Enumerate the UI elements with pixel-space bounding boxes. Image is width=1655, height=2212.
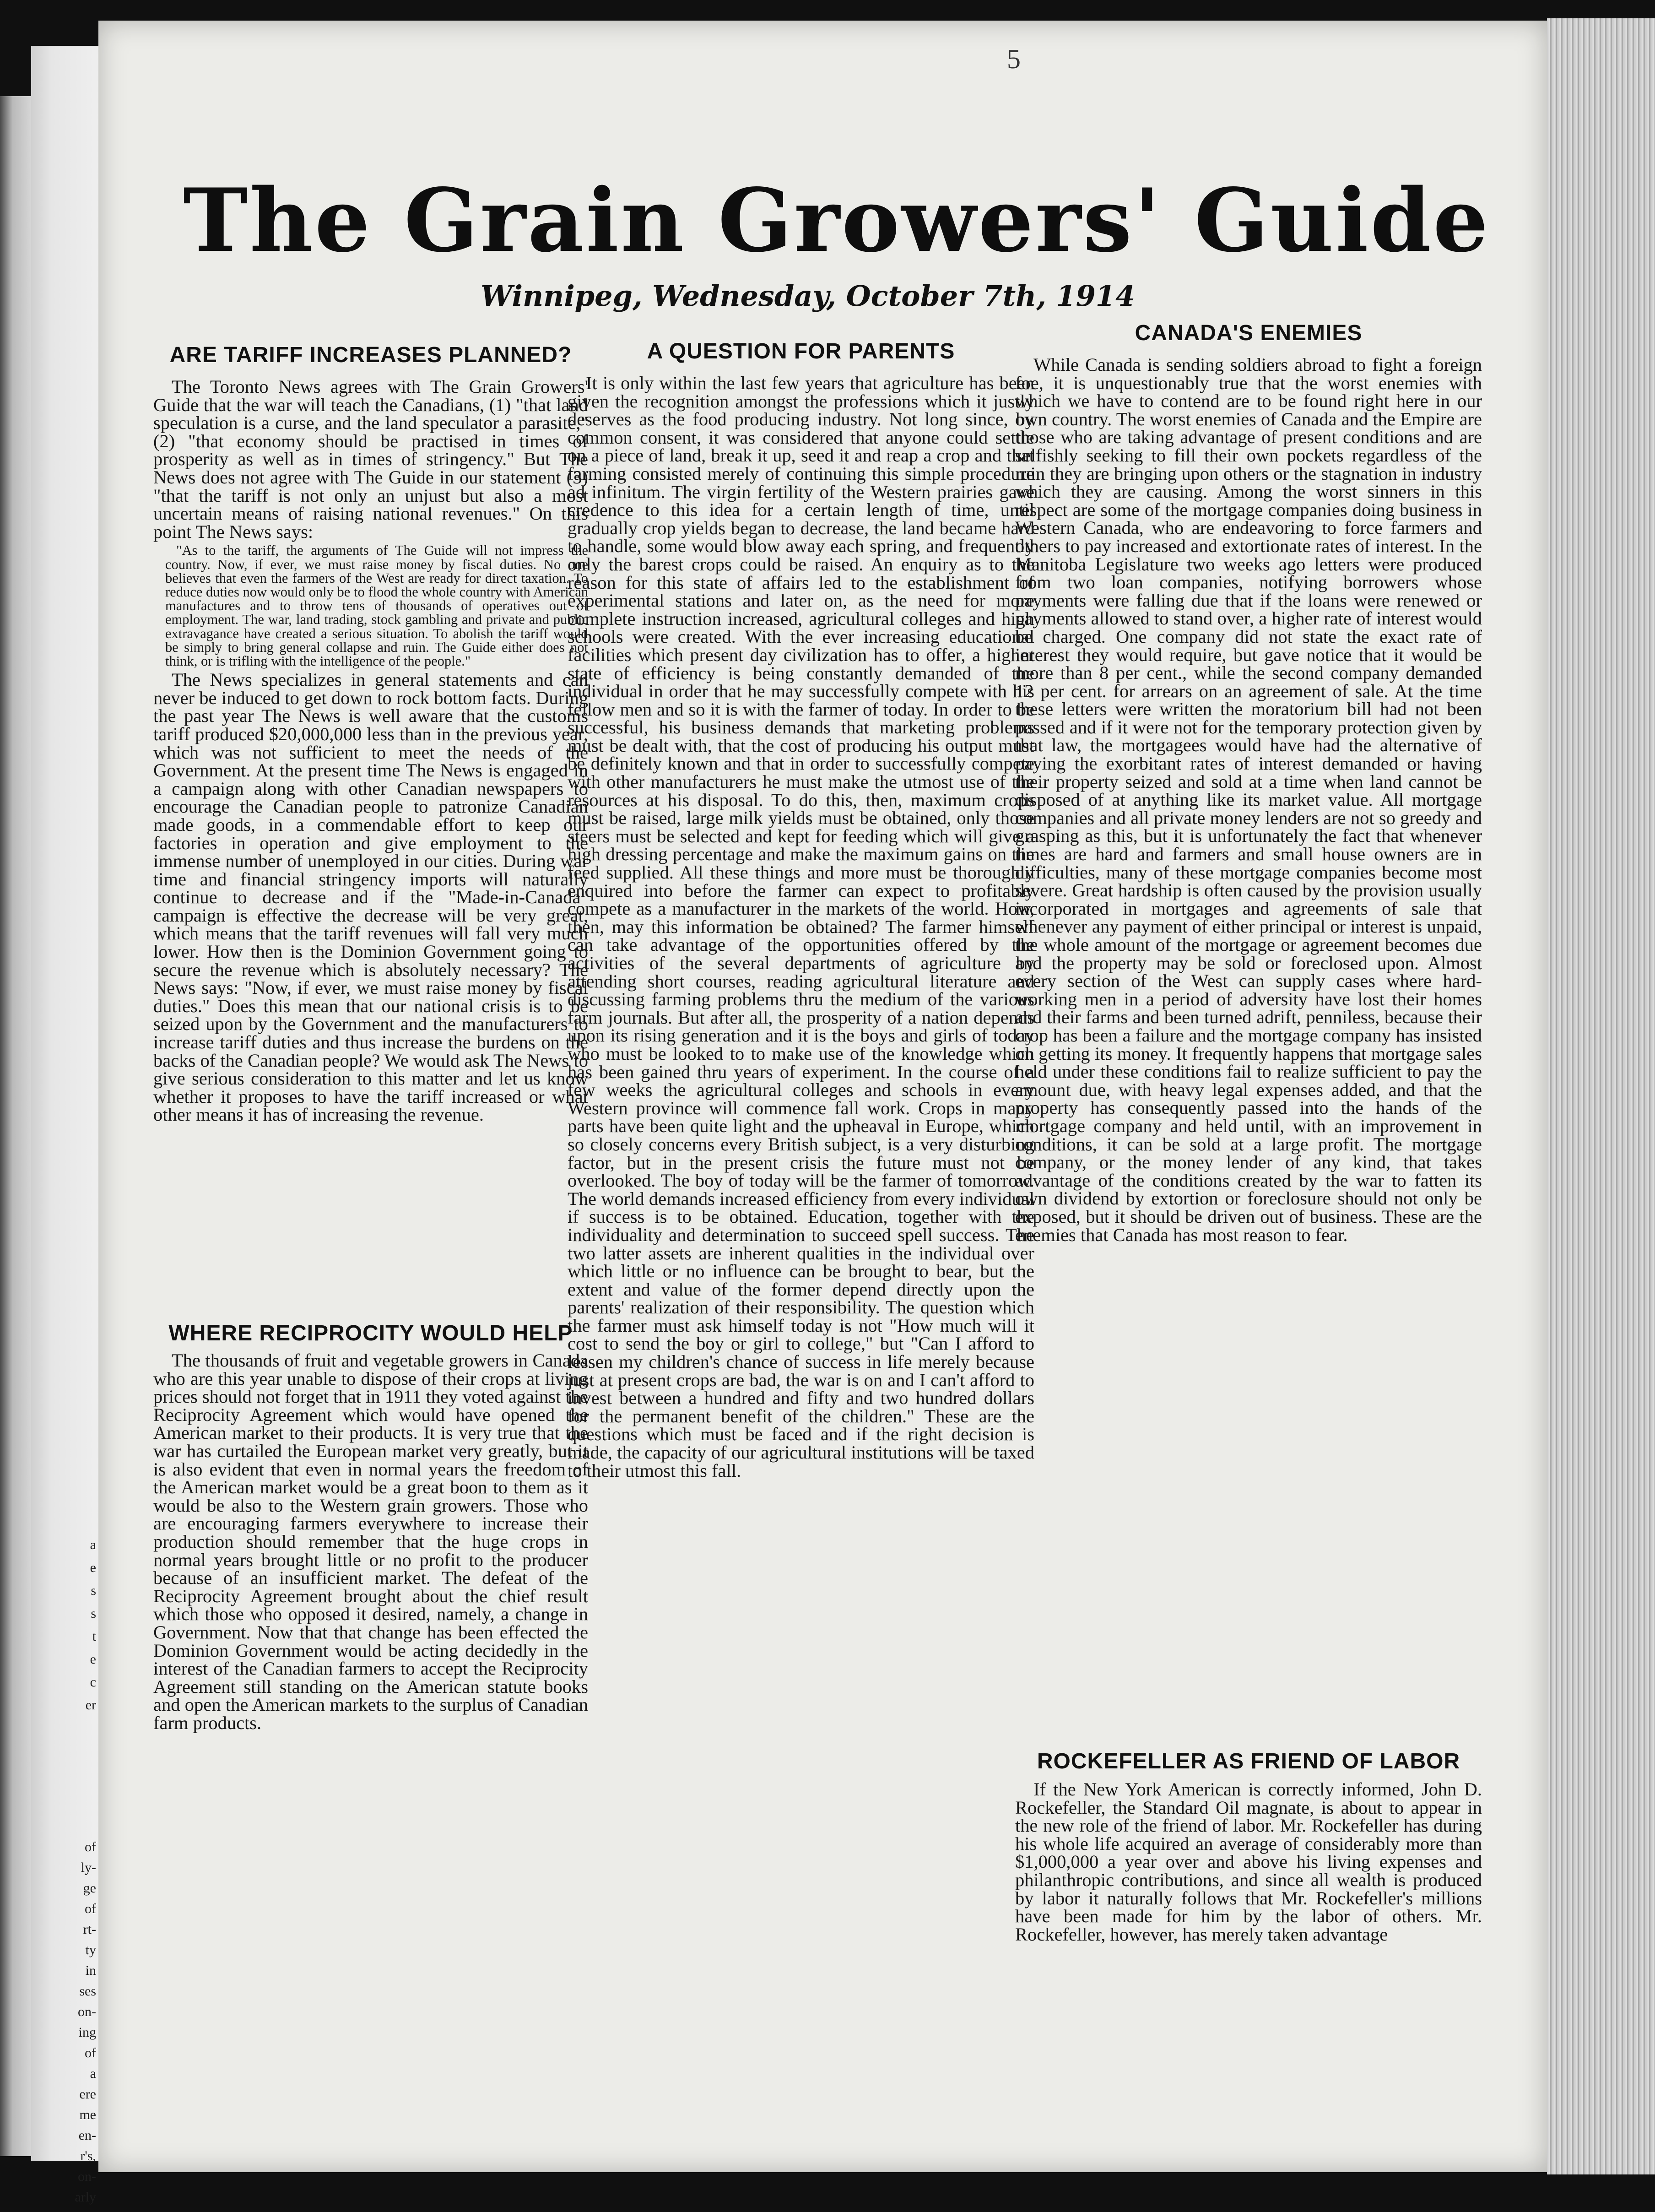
- prev-page-fragment: en-: [78, 2128, 96, 2143]
- article-heading: A QUESTION FOR PARENTS: [647, 339, 955, 363]
- prev-page-fragment: of: [85, 2045, 96, 2060]
- article-reciprocity: [153, 1321, 588, 2094]
- prev-page-fragment: ge: [83, 1881, 96, 1896]
- page-mark: 5: [1007, 44, 1021, 74]
- prev-page-fragment: of: [85, 1839, 96, 1854]
- article-enemies: [1015, 320, 1482, 1730]
- article-paragraph: The thousands of fruit and vegetable growers in Canada who are this year unable to dispose of their crops at living prices should not forget that in 1911 they voted against the Reciprocity Agreement which would have opened the American market to their products. It is very true that the war has curtailed the European market very greatly, but it is also evident that even in normal years the freedom of the American market would be a great boon to them as it would be also to the Western grain growers. Those who are encouraging farmers everywhere to increase their production should remember that the huge crops in normal years brought little or no profit to the producer because of an insufficient market. The defeat of the Reciprocity Agreement brought about the chief result which those who opposed it desired, namely, a change in Government. Now that that change has been effected the Dominion Government would be acting decidedly in the interest of the Canadian farmers to accept the Reciprocity Agreement still standing on the American statute books and open the American markets to the surplus of Canadian farm products.: [153, 1350, 588, 1733]
- article-heading: WHERE RECIPROCITY WOULD HELP: [168, 1321, 573, 1345]
- article-heading: ARE TARIFF INCREASES PLANNED?: [169, 343, 572, 367]
- article-heading: ROCKEFELLER AS FRIEND OF LABOR: [1037, 1749, 1460, 1773]
- article-paragraph: If the New York American is correctly informed, John D. Rockefeller, the Standard Oil magnate, is about to appear in the new role of the friend of labor. Mr. Rockefeller has during his whole life acquired an average of considerably more than $1,000,000 a year over and above his living expenses and philanthropic contributions, and since all wealth is produced by labor it naturally follows that Mr. Rockefeller's millions have been made for him by the labor of others. Mr. Rockefeller, however, has merely taken advantage: [1015, 1779, 1482, 1945]
- prev-page-fragment: c: [90, 1675, 96, 1690]
- article-parents: [568, 339, 1034, 2069]
- prev-page-fragment: a: [90, 1537, 96, 1552]
- prev-page-fragment: r's,: [80, 2148, 96, 2163]
- article-tariff: [153, 342, 588, 1317]
- prev-page-fragment: arly: [75, 2190, 96, 2205]
- page-stack-edge: [1547, 18, 1655, 2174]
- article-paragraph: The News specializes in general statements and can never be induced to get down to rock bottom facts. During the past year The News is well aware that the customs tariff produced $20,000,000 less than in the previous year, which was not sufficient to meet the needs of the Government. At the present time The News is engaged in a campaign along with other Canadian newspapers to encourage the Canadian people to patronize Canadian made goods, in a commendable effort to keep our factories in operation and give employment to the immense number of unemployed in our cities. During war time and financial stringency imports will naturally continue to decrease and if the "Made-in-Canada" campaign is effective the decrease will be very great, which means that the tariff revenues will fall very much lower. How then is the Dominion Government going to secure the revenue which is absolutely necessary? The News says: "Now, if ever, we must raise money by fiscal duties." Does this mean that our national crisis is to be seized upon by the Government and the manufacturers to increase tariff duties and thus increase the burdens on the backs of the Canadian people? We would ask The News to give serious consideration to this matter and let us know whether it proposes to have the tariff increased or what other means it has of increasing the revenue.: [153, 669, 588, 1125]
- prev-page-fragment: on-: [78, 2169, 96, 2184]
- prev-page-fragment: e: [90, 1560, 96, 1575]
- prev-page-fragment: on-: [78, 2004, 96, 2019]
- prev-page-fragment: me: [79, 2107, 96, 2122]
- prev-page-fragment: e: [90, 1652, 96, 1667]
- dateline: Winnipeg, Wednesday, October 7th, 1914: [481, 279, 1136, 313]
- prev-page-fragment: t: [92, 1629, 96, 1644]
- prev-page-fragment: ly-: [81, 1860, 96, 1875]
- article-paragraph: The Toronto News agrees with The Grain Growers' Guide that the war will teach the Canadians, (1) "that land speculation is a curse, and the land speculator a parasite," (2) "that economy should be practised in times of prosperity as well as in times of stringency." But The News does not agree with The Guide in our statement (3) "that the tariff is not only an unjust but also a most uncertain means of raising national revenues." On this point The News says:: [153, 376, 588, 542]
- article-rockefeller: [1015, 1749, 1482, 2069]
- prev-page-fragment: ty: [85, 1942, 96, 1957]
- prev-page-fragment: ses: [79, 1984, 96, 1999]
- article-paragraph: While Canada is sending soldiers abroad to fight a foreign foe, it is unquestionably true that the worst enemies with which we have to contend are to be found right here in our own country. The worst enemies of Canada and the Empire are those who are taking advantage of present conditions and are selfishly seeking to fill their own pockets regardless of the ruin they are bringing upon others or the stagnation in industry which they are causing. Among the worst sinners in this respect are some of the mortgage companies doing business in Western Canada, who are endeavoring to force farmers and others to pay increased and extortionate rates of interest. In the Manitoba Legislature two weeks ago letters were produced from two loan companies, notifying borrowers whose payments were falling due that if the loans were renewed or payments allowed to stand over, a higher rate of interest would be charged. One company did not state the exact rate of interest they would require, but gave notice that it would be more than 8 per cent., while the second company demanded 12 per cent. for arrears on an agreement of sale. At the time these letters were written the moratorium bill had not been passed and if it were not for the temporary protection given by that law, the mortgagees would have had the alternative of paying the exorbitant rates of interest demanded or having their property seized and sold at a time when land cannot be disposed of at anything like its market value. All mortgage companies and all private money lenders are not so greedy and grasping as this, but it is unfortunately the fact that whenever times are hard and farmers and small house owners are in difficulties, many of these mortgage companies become most severe. Great hardship is often caused by the provision usually incorporated in mortgages and agreements of sale that whenever any payment of either principal or interest is unpaid, the whole amount of the mortgage or agreement becomes due and the property may be sold or foreclosed upon. Almost every section of the West can supply cases where hard-working men in a period of adversity have lost their homes and their farms and been turned adrift, penniless, because their crop has been a failure and the mortgage company has insisted on getting its money. It frequently happens that mortgage sales held under these conditions fail to realize sufficient to pay the amount due, with heavy legal expenses added, and that the property has consequently passed into the hands of the mortgage company and held until, with an improvement in conditions, it can be sold at a large profit. The mortgage company, or the money lender of any kind, that takes advantage of the conditions created by the war to fatten its own dividend by extortion or foreclosure should not only be exposed, but it should be driven out of business. These are the enemies that Canada has most reason to fear.: [1015, 354, 1482, 1245]
- prev-page-fragment: s: [91, 1583, 96, 1598]
- film-left-edge: [0, 96, 31, 2156]
- prev-page-fragment: er: [85, 1697, 96, 1713]
- article-quote: "As to the tariff, the arguments of The Guide will not impress the country. Now, if ever, we must raise money by fiscal duties. No one believes that even the farmers of the West are ready for direct taxation. To reduce duties now would only be to flood the whole country with American manufactures and to throw tens of thousands of operatives out of employment. The war, land trading, stock gambling and private and public extravagance have created a serious situation. To abolish the tariff would be simply to bring general collapse and ruin. The Guide either does not think, or is trifling with the intelligence of the people.": [165, 542, 588, 669]
- prev-page-fragment: of: [85, 1901, 96, 1916]
- prev-page-fragment: rt-: [83, 1922, 96, 1937]
- article-heading: CANADA'S ENEMIES: [1135, 321, 1363, 345]
- masthead-title: The Grain Growers' Guide: [183, 169, 1490, 271]
- previous-page-sliver: [31, 46, 101, 2205]
- prev-page-fragment: ere: [79, 2087, 96, 2102]
- prev-page-fragment: a: [90, 2066, 96, 2081]
- prev-page-fragment: in: [85, 1963, 96, 1978]
- article-paragraph: It is only within the last few years that agriculture has been given the recognition amongst the professions which it justly deserves as the food producing industry. Not long since, by common consent, it was considered that anyone could settle on a piece of land, break it up, seed it and reap a crop and that farming consisted merely of continuing this simple procedure ad infinitum. The virgin fertility of the Western prairies gave credence to this idea for a certain length of time, until gradually crop yields began to decrease, the land became hard to handle, some would blow away each spring, and frequently only the barest crops could be raised. An enquiry as to the reason for this state of affairs led to the establishment of experimental stations and later on, as the need for more complete instruction increased, agricultural colleges and high schools were created. With the ever increasing educational facilities which present day civilization has to offer, a higher state of efficiency is being constantly demanded of the individual in order that he may successfully compete with his fellow men and so it is with the farmer of today. In order to be successful, his business demands that marketing problems must be dealt with, that the cost of producing his output must be definitely known and that in order to successfully compete with other manufacturers he must make the utmost use of the resources at his disposal. To do this, then, maximum crops must be raised, large milk yields must be obtained, only those steers must be selected and kept for feeding which will give a high dressing percentage and make the maximum gains on the feed supplied. All these things and more must be thoroughly enquired into before the farmer can expect to profitably compete as a manufacturer in the markets of the world. How, then, may this information be obtained? The farmer himself can take advantage of the opportunities offered by the activities of the several departments of agriculture by attending short courses, reading agricultural literature and discussing farming problems thru the medium of the various farm journals. But after all, the prosperity of a nation depends upon its rising generation and it is the boys and girls of today who must be looked to to make use of the knowledge which has been gained thru years of experiment. In the course of a few weeks the agricultural colleges and schools in every Western province will commence fall work. Crops in many parts have been quite light and the upheaval in Europe, which so closely concerns every British subject, is a very disturbing factor, but in the present crisis the future must not be overlooked. The boy of today will be the farmer of tomorrow. The world demands increased efficiency from every individual if success is to be obtained. Education, together with the individuality and determination to succeed spell success. The two latter assets are inherent qualities in the individual over which little or no influence can be brought to bear, but the extent and value of the former depend directly upon the parents' realization of their responsibility. The question which the farmer must ask himself today is not "How much will it cost to send the boy or girl to college," but "Can I afford to lessen my children's chance of success in life merely because just at present crops are bad, the war is on and I can't afford to invest between a hundred and fifty and two hundred dollars for the permanent benefit of the children." These are the questions which must be faced and if the right decision is made, the capacity of our agricultural institutions will be taxed to their utmost this fall.: [568, 373, 1034, 1481]
- prev-page-fragment: s: [91, 1606, 96, 1621]
- prev-page-fragment: ing: [78, 2025, 96, 2040]
